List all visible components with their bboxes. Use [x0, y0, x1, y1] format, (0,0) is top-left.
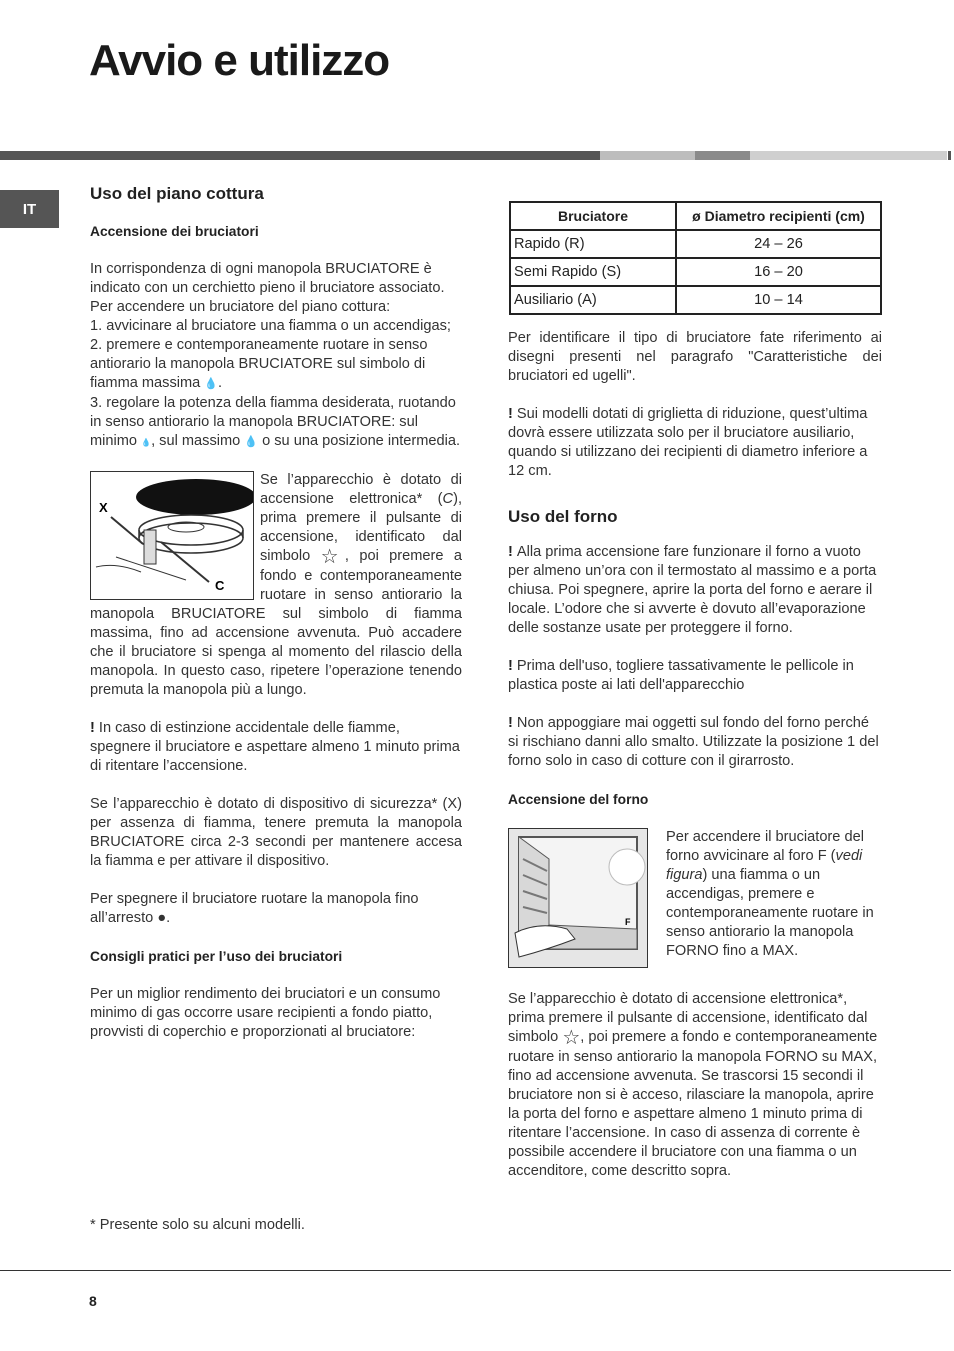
header-bar-dark	[0, 151, 600, 160]
flame-max-icon: 💧	[244, 436, 259, 448]
step-3: 3. regolare la potenza della fiamma desiderata, ruotando in senso antiorario la manopola BRUCIATORE: sul minimo 💧, sul massimo 💧 o su una posizione intermedia.	[90, 395, 461, 449]
header-bar-end	[948, 151, 951, 160]
burner-illustration	[90, 471, 254, 600]
paragraph-how-to-ignite: Per accendere un bruciatore del piano cottura:	[90, 299, 391, 315]
oven-illustration	[508, 828, 648, 968]
flame-min-icon: 💧	[141, 438, 152, 447]
subheading-practical-tips: Consigli pratici per l’uso dei bruciatori	[90, 949, 343, 964]
warning-reduction-grid: ! Sui modelli dotati di griglietta di riduzione, quest’ultima dovrà essere utilizzata solo per il bruciatore ausiliario, quando si utilizzano dei recipienti di diametro inferiore a 12 cm.	[508, 406, 868, 479]
oven-figure-block	[508, 828, 882, 961]
language-tab: IT	[0, 190, 59, 228]
step-1: 1. avvicinare al bruciatore una fiamma o un accendigas;	[90, 318, 451, 334]
paragraph-identify-burner: Per identificare il tipo di bruciatore fate riferimento ai disegni presenti nel paragrafo "Caratteristiche dei bruciatori ed ugelli".	[508, 330, 882, 384]
table-row	[510, 230, 881, 258]
header-bar-light	[600, 151, 695, 160]
warning-first-use: ! Alla prima accensione fare funzionare il forno a vuoto per almeno un’ora con il termostato al massimo e a porta chiusa. Poi spegnere, aprire la porta del forno e aerare il locale. L’odore che si avverte è dovuto all’evaporazione delle sostanze usate per proteggere il forno.	[508, 544, 877, 636]
label-c: C	[215, 578, 225, 593]
table-cell: 16 – 20	[676, 258, 881, 286]
burner-figure-block	[90, 471, 462, 700]
pan-diameter-table	[509, 201, 882, 315]
table-cell: 24 – 26	[676, 230, 881, 258]
warning-icon: !	[508, 544, 517, 560]
warning-flame-out: ! In caso di estinzione accidentale delle fiamme, spegnere il bruciatore e aspettare almeno 1 minuto prima di ritentare l’accensione.	[90, 720, 460, 774]
table-cell: 10 – 14	[676, 286, 881, 314]
spark-icon: ☆	[320, 546, 345, 568]
page-number: 8	[89, 1293, 97, 1309]
footnote: * Presente solo su alcuni modelli.	[90, 1217, 305, 1233]
warning-icon: !	[508, 715, 517, 731]
warning-icon: !	[90, 720, 99, 736]
footer-rule	[0, 1270, 951, 1271]
subheading-burner-ignition: Accensione dei bruciatori	[90, 224, 259, 239]
section-heading-oven: Uso del forno	[508, 507, 618, 526]
spark-icon: ☆	[562, 1027, 581, 1049]
oven-ignition-text: Per accendere il bruciatore del forno avvicinare al foro F (vedi figura) una fiamma o un accendigas, premere e contemporaneamente ruotare in senso antiorario la manopola FORNO fino a MAX.	[666, 829, 874, 959]
table-cell: Rapido (R)	[510, 230, 676, 258]
right-column	[508, 329, 882, 1200]
warning-plastic-film: ! Prima dell'uso, togliere tassativamente le pellicole in plastica poste ai lati dell'apparecchio	[508, 658, 854, 693]
table-header: ø Diametro recipienti (cm)	[676, 202, 881, 230]
paragraph-safety-device: Se l’apparecchio è dotato di dispositivo di sicurezza* (X) per assenza di fiamma, tenere premuta la manopola BRUCIATORE circa 2-3 secondi per mantenere accesa la fiamma e per attivare il dispositivo.	[90, 796, 462, 869]
warning-icon: !	[508, 658, 517, 674]
paragraph-tips: Per un miglior rendimento dei bruciatori e un consumo minimo di gas occorre usare recipienti a fondo piatto, provvisti di coperchio e proporzionati al bruciatore:	[90, 986, 441, 1040]
header-bar-light-2	[750, 151, 947, 160]
subheading-oven-ignition: Accensione del forno	[508, 792, 649, 807]
page-title: Avvio e utilizzo	[89, 36, 390, 85]
electronic-ignition-text: Se l’apparecchio è dotato di accensione elettronica* (C), prima premere il pulsante di accensione, identificato dal simbolo ☆, poi premere a fondo e contemporaneamente ruotare in senso antiorario la manopola BRUCIATORE sul simbolo di fiamma massima, fino ad accensione avvenuta. Può accadere che il bruciatore si spenga al momento del rilascio della manopola. In questo caso, ripetere l’operazione tenendo premuta la manopola più a lungo.	[90, 472, 463, 698]
paragraph-oven-electronic-ignition: Se l’apparecchio è dotato di accensione elettronica*, prima premere il pulsante di accensione, identificato dal simbolo ☆, poi premere a fondo e contemporaneamente ruotare in senso antiorario la manopola FORNO su MAX, fino ad accensione avvenuta. Se trascorsi 15 secondi il bruciatore non si è acceso, rilasciare la manopola, aprire la porta del forno e aspettare almeno 1 minuto prima di ritentare l’accensione. In caso di assenza di corrente è possibile accendere il bruciatore con una fiamma o un accenditore, come descritto sopra.	[508, 991, 878, 1179]
warning-oven-bottom: ! Non appoggiare mai oggetti sul fondo del forno perché si rischiano danni allo smalto. Utilizzate la posizione 1 del forno solo in caso di cotture con il girarrosto.	[508, 715, 879, 769]
section-heading-hob: Uso del piano cottura	[90, 184, 264, 203]
table-row	[510, 286, 881, 314]
table-header-row	[510, 202, 881, 230]
off-dot-icon: ●	[157, 910, 167, 926]
table-cell: Semi Rapido (S)	[510, 258, 676, 286]
paragraph-burner-indicator: In corrispondenza di ogni manopola BRUCIATORE è indicato con un cerchietto pieno il bruciatore associato.	[90, 261, 445, 296]
label-f: F	[625, 917, 631, 927]
header-bar-mid	[695, 151, 750, 160]
left-column	[90, 182, 462, 1061]
warning-icon: !	[508, 406, 517, 422]
flame-max-icon: 💧	[204, 378, 219, 390]
paragraph-turn-off: Per spegnere il bruciatore ruotare la manopola fino all’arresto ●.	[90, 891, 419, 926]
table-row	[510, 258, 881, 286]
table-header: Bruciatore	[510, 202, 676, 230]
step-2: 2. premere e contemporaneamente ruotare in senso antiorario la manopola BRUCIATORE sul simbolo di fiamma massima 💧.	[90, 337, 428, 391]
table-cell: Ausiliario (A)	[510, 286, 676, 314]
label-x: X	[99, 500, 108, 515]
